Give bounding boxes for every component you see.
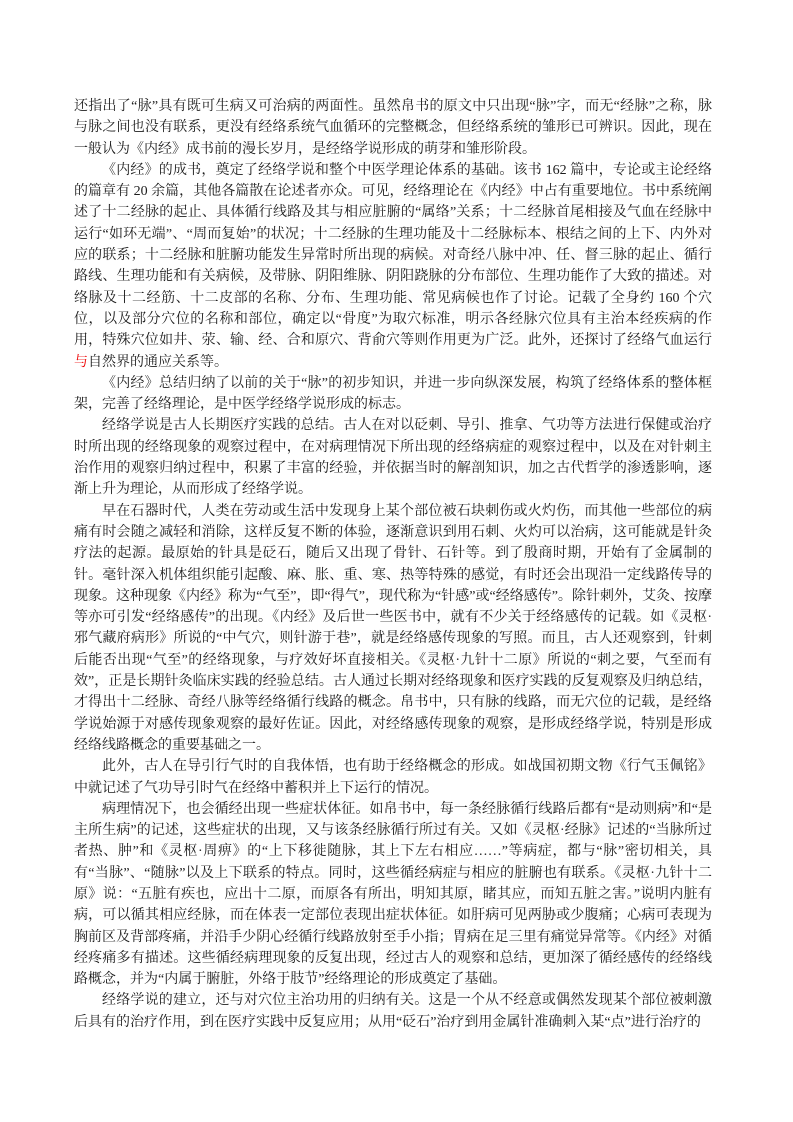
paragraph	[74, 990, 712, 1033]
text-run: 《内经》总结归纳了以前的关于“脉”的初步知识，并进一步向纵深发展，构筑了经络体系的整体框架，完善了经络理论，是中医学经络学说形成的标志。	[74, 375, 712, 413]
text-run: 经络学说是古人长期医疗实践的总结。古人在对以砭刺、导引、推拿、气功等方法进行保健或治疗时所出现的经络现象的观察过程中，在对病理情况下所出现的经络病症的观察过程中，以及在对针刺主治作用的观察归纳过程中，积累了丰富的经验，并依据当时的解剖知识，加之古代哲学的渗透影响，逐渐上升为理论，从而形成了经络学说。	[74, 418, 712, 498]
text-run: 此外，古人在导引行气时的自我体悟，也有助于经络概念的形成。如战国初期文物《行气玉佩铭》中就记述了气功导引时气在经络中蓄积并上下运行的情况。	[74, 759, 712, 796]
document-body	[74, 96, 712, 1033]
paragraph	[74, 756, 712, 799]
paragraph	[74, 415, 712, 500]
text-run: 早在石器时代，人类在劳动或生活中发现身上某个部位被石块刺伤或火灼伤，而其他一些部位的病痛有时会随之减轻和消除，这样反复不断的体验，逐渐意识到用石刺、火灼可以治病，这可能就是针灸疗法的起源。最原始的针具是砭石，随后又出现了骨针、石针等。到了殷商时期，开始有了金属制的针。毫针深入机体组织能引起酸、麻、胀、重、寒、热等特殊的感觉，有时还会出现沿一定线路传导的现象。这种现象《内经》称为“气至”，即“得气”，现代称为“针感”或“经络感传”。除针刺外，艾灸、按摩等亦可引发“经络感传”的出现。《内经》及后世一些医书中，就有不少关于经络感传的记载。如《灵枢·邪气藏府病形》所说的“中气穴，则针游于巷”，就是经络感传现象的写照。而且，古人还观察到，针刺后能否出现“气至”的经络现象，与疗效好坏直接相关。《灵枢·九针十二原》所说的“刺之要，气至而有效”，正是长期针灸临床实践的经验总结。古人通过长期对经络现象和医疗实践的反复观察及归纳总结，才得出十二经脉、奇经八脉等经络循行线路的概念。帛书中，只有脉的线路，而无穴位的记载，是经络学说始源于对感传现象观察的最好佐证。因此，对经络感传现象的观察，是形成经络学说，特别是形成经络线路概念的重要基础之一。	[74, 503, 712, 753]
paragraph	[74, 96, 712, 160]
paragraph	[74, 501, 712, 757]
text-run: 病理情况下，也会循经出现一些症状体征。如帛书中，每一条经脉循行线路后都有“是动则病”和“是主所生病”的记述，这些症状的出现，又与该条经脉循行所过有关。又如《灵枢·经脉》记述的“当脉所过者热、肿”和《灵枢·周痹》的“上下移徙随脉，其上下左右相应……”等病症，都与“脉”密切相关，具有“当脉”、“随脉”以及上下联系的特点。同时，这些循经病症与相应的脏腑也有联系。《灵枢·九针十二原》说：“五脏有疾也，应出十二原，而原各有所出，明知其原，睹其应，而知五脏之害。”说明内脏有病，可以循其相应经脉，而在体表一定部位表现出症状体征。如肝病可见两胁或少腹痛；心病可表现为胸前区及背部疼痛，并沿手少阴心经循行线路放射至手小指；胃病在足三里有痛觉异常等。《内经》对循经疼痛多有描述。这些循经病理现象的反复出现，经过古人的观察和总结，更加深了循经感传的经络线路概念，并为“内属于腑脏，外络于肢节”经络理论的形成奠定了基础。	[74, 801, 712, 988]
text-run: 经络学说的建立，还与对穴位主治功用的归纳有关。这是一个从不经意或偶然发现某个部位被刺激后具有的治疗作用，到在医疗实践中反复应用；从用“砭石”治疗到用金属针准确刺入某“点”进行治疗的	[74, 993, 712, 1030]
text-run: 还指出了“脉”具有既可生病又可治病的两面性。虽然帛书的原文中只出现“脉”字，而无“经脉”之称，脉与脉之间也没有联系，更没有经络系统气血循环的完整概念，但经络系统的雏形已可辨识。因此，现在一般认为《内经》成书前的漫长岁月，是经络学说形成的萌芽和雏形阶段。	[74, 99, 712, 157]
highlighted-text: 与	[74, 354, 88, 370]
paragraph	[74, 373, 712, 416]
paragraph	[74, 160, 712, 373]
paragraph	[74, 799, 712, 991]
text-run: 《内经》的成书，奠定了经络学说和整个中医学理论体系的基础。该书 162 篇中，专论或主论经络的篇章有 20 余篇，其他各篇散在论述者亦众。可见，经络理论在《内经》中占有重要地位。书中系统阐述了十二经脉的起止、具体循行线路及其与相应脏腑的“属络”关系；十二经脉首尾相接及气血在经脉中运行“如环无端”、“周而复始”的状况；十二经脉的生理功能及十二经脉标本、根结之间的上下、内外对应的联系；十二经脉和脏腑功能发生异常时所出现的病候。对奇经八脉中冲、任、督三脉的起止、循行路线、生理功能和有关病候，及带脉、阴阳维脉、阴阳跷脉的分布部位、生理功能作了大致的描述。对络脉及十二经筋、十二皮部的名称、分布、生理功能、常见病候也作了讨论。记载了全身约 160 个穴位，以及部分穴位的名称和部位，确定以“骨度”为取穴标准，明示各经脉穴位具有主治本经疾病的作用，特殊穴位如井、荥、输、经、合和原穴、背俞穴等则作用更为广泛。此外，还探讨了经络气血运行	[74, 162, 712, 349]
text-run: 自然界的通应关系等。	[88, 354, 228, 370]
